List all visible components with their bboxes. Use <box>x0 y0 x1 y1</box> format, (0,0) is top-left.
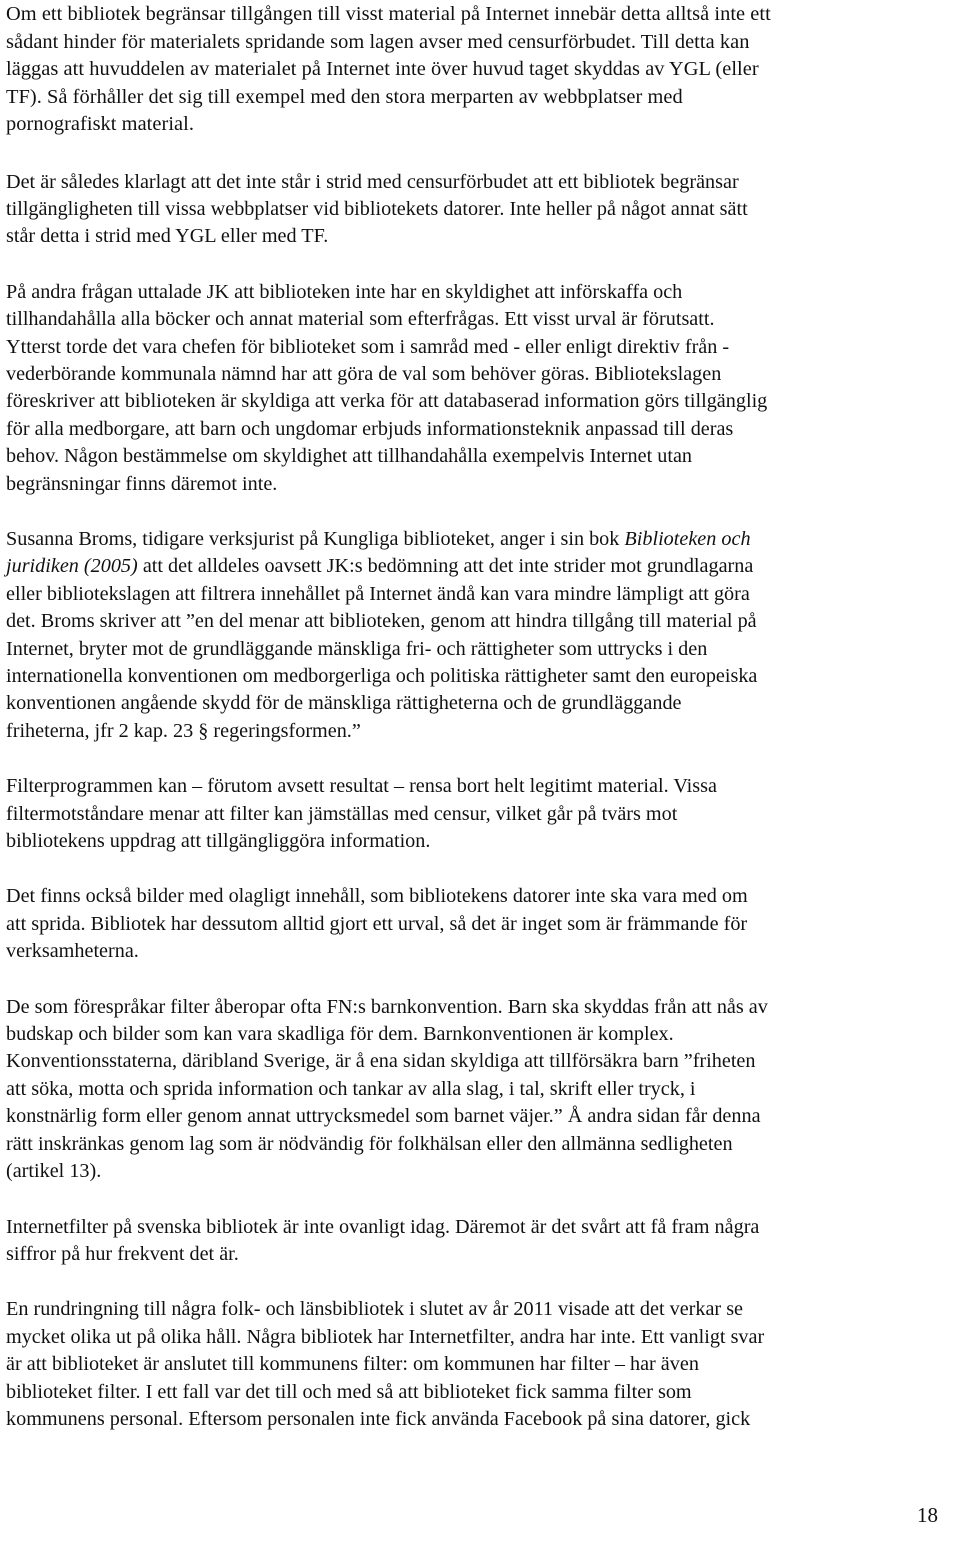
text-line: Om ett bibliotek begränsar tillgången till visst material på Internet innebär detta alltså inte ett <box>6 3 771 25</box>
text-line: att sprida. Bibliotek har dessutom alltid gjort ett urval, så det är inget som är främmande för <box>6 912 748 935</box>
text-line: Ytterst torde det vara chefen för biblioteket som i samråd med - eller enligt direktiv från - <box>6 335 730 358</box>
text-line: biblioteket filter. I ett fall var det till och med så att biblioteket fick samma filter som <box>6 1380 692 1403</box>
text-run: Susanna Broms, tidigare verksjurist på Kungliga biblioteket, anger i sin bok <box>6 527 625 550</box>
paragraph-9 <box>6 1296 954 1433</box>
book-title: Biblioteken och <box>624 527 751 550</box>
text-line: Det finns också bilder med olagligt innehåll, som bibliotekens datorer inte ska vara med om <box>6 885 748 908</box>
paragraph-1 <box>6 1 954 139</box>
paragraph-2 <box>6 169 954 251</box>
text-line: vederbörande kommunala nämnd har att göra de val som behöver göras. Bibliotekslagen <box>6 362 722 385</box>
text-line: siffror på hur frekvent det är. <box>6 1242 239 1265</box>
text-line: konventionen angående skydd för de mänskliga rättigheterna och de grundläggande <box>6 692 682 715</box>
text-line: står detta i strid med YGL eller med TF. <box>6 225 329 248</box>
paragraph-3 <box>6 279 954 498</box>
paragraph-7 <box>6 994 954 1186</box>
text-line: pornografiskt material. <box>6 113 195 135</box>
text-line: tillgängligheten till vissa webbplatser vid bibliotekets datorer. Inte heller på något annat sätt <box>6 197 748 220</box>
text-line: En rundringning till några folk- och länsbibliotek i slutet av år 2011 visade att det verkar se <box>6 1298 744 1321</box>
text-run: att det alldeles oavsett JK:s bedömning att det inte strider mot grundlagarna <box>137 555 754 578</box>
text-line: Internetfilter på svenska bibliotek är inte ovanligt idag. Däremot är det svårt att få fram några <box>6 1215 760 1238</box>
text-line: sådant hinder för materialets spridande som lagen avser med censurförbudet. Till detta kan <box>6 30 750 53</box>
text-line: konstnärlig form eller genom annat uttrycksmedel som barnet väjer.” Å andra sidan får denna <box>6 1105 761 1128</box>
text-line: föreskriver att biblioteken är skyldiga att verka för att databaserad information görs tillgänglig <box>6 390 768 413</box>
text-line: bibliotekens uppdrag att tillgängliggöra information. <box>6 830 431 853</box>
paragraph-6 <box>6 883 954 965</box>
text-line: är att biblioteket är anslutet till kommunens filter: om kommunen har filter – har även <box>6 1353 699 1376</box>
text-line: På andra frågan uttalade JK att biblioteken inte har en skyldighet att införskaffa och <box>6 280 683 303</box>
text-line: De som förespråkar filter åberopar ofta FN:s barnkonvention. Barn ska skyddas från att nås av <box>6 995 768 1018</box>
text-line: internationella konventionen om medborgerliga och politiska rättigheter samt den europeiska <box>6 665 758 687</box>
text-line <box>6 553 954 580</box>
text-line: Filterprogrammen kan – förutom avsett resultat – rensa bort helt legitimt material. Vissa <box>6 775 717 798</box>
text-line: behov. Någon bestämmelse om skyldighet att tillhandahålla exempelvis Internet utan <box>6 445 692 468</box>
text-line: kommunens personal. Eftersom personalen inte fick använda Facebook på sina datorer, gick <box>6 1407 751 1430</box>
text-line: läggas att huvuddelen av materialet på Internet inte över huvud taget skyddas av YGL (eller <box>6 58 759 80</box>
text-line: rätt inskränkas genom lag som är nödvändig för folkhälsan eller den allmänna sedligheten <box>6 1132 733 1155</box>
text-line: friheterna, jfr 2 kap. 23 § regeringsformen.” <box>6 719 361 742</box>
document-page <box>6 0 954 1433</box>
text-line: det. Broms skriver att ”en del menar att biblioteken, genom att hindra tillgång till material på <box>6 610 757 633</box>
text-line: tillhandahålla alla böcker och annat material som efterfrågas. Ett visst urval är förutsatt. <box>6 308 715 331</box>
text-line: Det är således klarlagt att det inte står i strid med censurförbudet att ett bibliotek begränsar <box>6 170 739 193</box>
text-line: mycket olika ut på olika håll. Några bibliotek har Internetfilter, andra har inte. Ett vanligt svar <box>6 1325 765 1348</box>
paragraph-8 <box>6 1214 954 1269</box>
paragraph-5 <box>6 773 954 855</box>
text-line: TF). Så förhåller det sig till exempel med den stora merparten av webbplatser med <box>6 85 683 108</box>
text-line: Konventionsstaterna, däribland Sverige, är å ena sidan skyldiga att tillförsäkra barn ”friheten <box>6 1050 756 1073</box>
text-line: begränsningar finns däremot inte. <box>6 472 278 495</box>
text-line: eller bibliotekslagen att filtrera innehållet på Internet ändå kan vara mindre lämpligt att göra <box>6 582 750 605</box>
text-line: filtermotståndare menar att filter kan jämställas med censur, vilket går på tvärs mot <box>6 802 678 825</box>
paragraph-4 <box>6 526 954 745</box>
text-line: budskap och bilder som kan vara skadliga för dem. Barnkonventionen är komplex. <box>6 1023 674 1046</box>
text-line: för alla medborgare, att barn och ungdomar erbjuds informationsteknik anpassad till deras <box>6 417 734 440</box>
text-line <box>6 526 954 553</box>
text-line: att söka, motta och sprida information och tankar av alla slag, i tal, skrift eller tryck, i <box>6 1077 696 1100</box>
text-line: verksamheterna. <box>6 940 139 963</box>
book-title: juridiken (2005) <box>6 555 138 578</box>
text-line: Internet, bryter mot de grundläggande mänskliga fri- och rättigheter som uttrycks i den <box>6 637 708 660</box>
page-number: 18 <box>917 1503 938 1527</box>
text-line: (artikel 13). <box>6 1160 102 1183</box>
